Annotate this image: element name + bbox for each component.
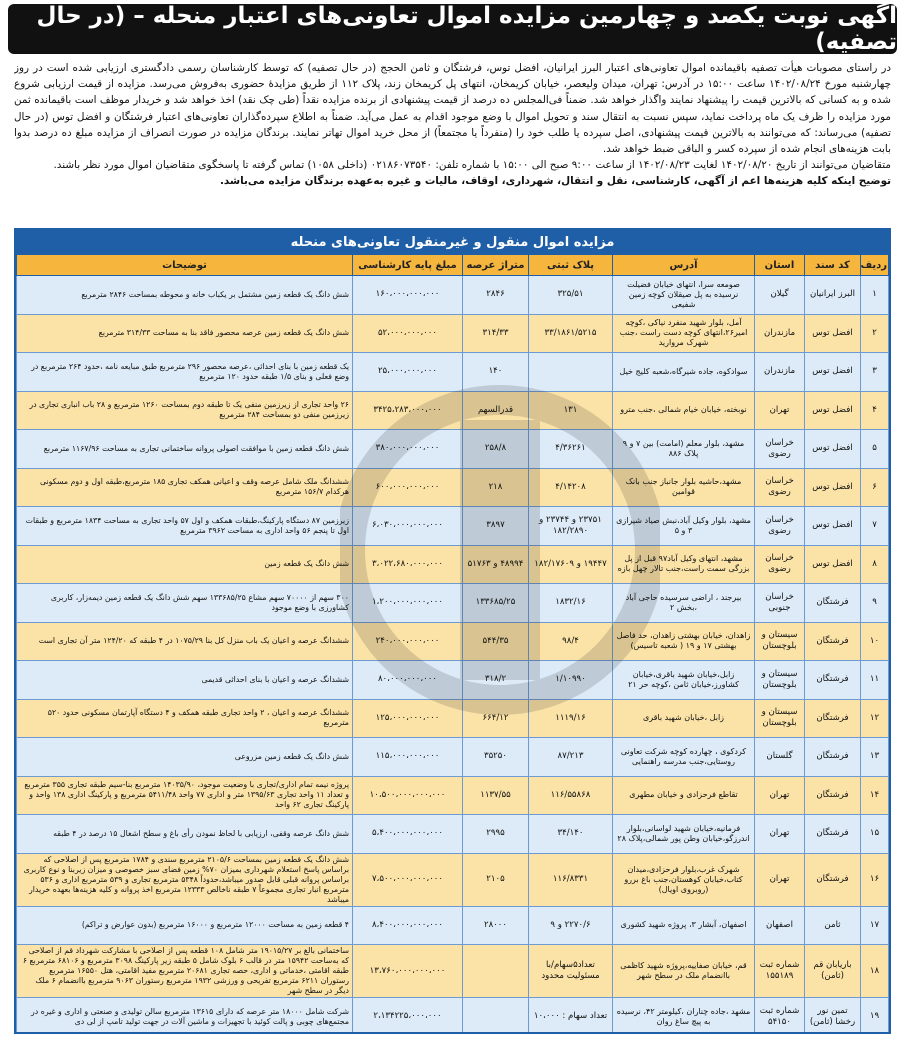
- column-header: پلاک ثبتی: [529, 255, 613, 276]
- table-row: [17, 507, 889, 546]
- address-cell: زابل،خیابان شهید باقری،خیابان کشاورز،خیابان ثامن ،کوچه حر ۲۱: [613, 661, 755, 700]
- document-code-cell: البرز ایرانیان: [805, 276, 861, 315]
- row-number-cell: ۱۶: [861, 853, 889, 906]
- table-row: [17, 738, 889, 777]
- address-cell: نوبخته، خیابان خیام شمالی ،جنب مترو: [613, 391, 755, 430]
- registration-plate-cell: ۱۳۱: [529, 391, 613, 430]
- description-cell: شرکت شامل ۱۸۰۰۰ متر عرصه که دارای ۱۳۶۱۵ مترمربع سالن تولیدی و صنعتی و اداری و غیره در مجتمع‌های چوبی و پالت کوئید با تجهیزات و ماشین آلات در جهت تولید تامپ از لی دی: [17, 998, 353, 1035]
- table-row: [17, 584, 889, 623]
- row-number-cell: ۱۳: [861, 738, 889, 777]
- row-number-cell: ۷: [861, 507, 889, 546]
- province-cell: مازندران: [755, 353, 805, 392]
- row-number-cell: ۱۸: [861, 945, 889, 998]
- province-cell: تهران: [755, 815, 805, 854]
- table-row: [17, 314, 889, 353]
- base-price-cell: ۱،۲۰۰،۰۰۰،۰۰۰،۰۰۰: [353, 584, 463, 623]
- document-code-cell: فرشتگان: [805, 584, 861, 623]
- row-number-cell: ۱۲: [861, 699, 889, 738]
- document-code-cell: افضل توس: [805, 468, 861, 507]
- address-cell: مشهد، بلوار وکیل آباد،نبش صیاد شیرازی ۳ و ۵: [613, 507, 755, 546]
- description-cell: زیرزمین ۸۷ دستگاه پارکینگ،طبقات همکف و اول ۵۷ واحد تجاری به مساحت ۱۸۳۴ مترمربع و طبقات اول تا پنجم ۵۶ واحد اداری به مساحت ۳۹۶۲ مترمربع: [17, 507, 353, 546]
- address-cell: مشهد،حاشیه بلوار جانباز جنب بانک قوامین: [613, 468, 755, 507]
- registration-plate-cell: تعداد۵سهام/با مسئولیت محدود: [529, 945, 613, 998]
- area-cell: ۲۱۰۵: [463, 853, 529, 906]
- address-cell: مشهد، بلوار معلم (امامت) بین ۷ و ۹ پلاک ۸۸۶: [613, 430, 755, 469]
- description-cell: شش دانگ یک قطعه زمین عرصه محصور فاقد بنا به مساحت ۳۱۴/۳۳ مترمربع: [17, 314, 353, 353]
- registration-plate-cell: تعداد سهام : ۱۰،۰۰۰: [529, 998, 613, 1035]
- description-cell: ۲۶ واحد تجاری از زیرزمین منفی یک تا طبقه دوم بمساحت ۱۲۶۰ مترمربع و ۲۸ باب انباری تجاری در زیرزمین منفی دو بمساحت ۲۸۴ مترمربع: [17, 391, 353, 430]
- document-code-cell: افضل توس: [805, 507, 861, 546]
- document-code-cell: فرشتگان: [805, 853, 861, 906]
- registration-plate-cell: ۳۴/۱۴۰: [529, 815, 613, 854]
- address-cell: کردکوی ، چهارده کوچه شرکت تعاونی روستایی،جنب مدرسه راهنمایی: [613, 738, 755, 777]
- column-header: مبلغ پایه کارشناسی: [353, 255, 463, 276]
- document-code-cell: افضل توس: [805, 353, 861, 392]
- area-cell: ۱۴۰: [463, 353, 529, 392]
- base-price-cell: ۳۴۲۵،۲۸۳،۰۰۰،۰۰۰: [353, 391, 463, 430]
- address-cell: اصفهان، آبشار ۳، پروژه شهید کشوری: [613, 906, 755, 945]
- table-row: [17, 815, 889, 854]
- table-title: مزایده اموال منقول و غیرمنقول تعاونی‌های منحله: [16, 230, 889, 254]
- table-row: [17, 276, 889, 315]
- description-cell: شش دانگ یک قطعه زمین مزروعی: [17, 738, 353, 777]
- row-number-cell: ۹: [861, 584, 889, 623]
- auction-table-section: [14, 228, 891, 1034]
- address-cell: مشهد ،جاده چناران ،کیلومتر ۴۲، نرسیده به پیچ ساغ روان: [613, 998, 755, 1035]
- province-cell: تهران: [755, 391, 805, 430]
- description-cell: شش دانگ قطعه زمین با موافقت اصولی پروانه ساختمانی تجاری به مساحت ۱۱۶۷/۹۶ مترمربع: [17, 430, 353, 469]
- base-price-cell: ۱۲۵،۰۰۰،۰۰۰،۰۰۰: [353, 699, 463, 738]
- table-body: [17, 276, 889, 1035]
- area-cell: ۳۵۲۵۰: [463, 738, 529, 777]
- registration-plate-cell: ۸۷/۲۱۳: [529, 738, 613, 777]
- area-cell: ۱۳۳۶۸۵/۲۵: [463, 584, 529, 623]
- document-code-cell: ثامن: [805, 906, 861, 945]
- registration-plate-cell: ۲۳۷۵۱ و ۲۳۷۴۴ و ۱۸۲/۲۸۹۰: [529, 507, 613, 546]
- registration-plate-cell: ۱۱۱۹/۱۶: [529, 699, 613, 738]
- description-cell: شش دانگ یک قطعه زمین بمساحت ۲۱۰۵/۶ مترمربع سندی و ۱۷۸۴ مترمربع پس از اصلاحی که براساس پاسخ استعلام شهرداری بمیزان ۷۰% زمین فضای سبز خصوصی و میزان زیربنا و نوع کاربری براساس پروانه قبلی قابل صدور میباشد،حدوداً ۵۳۴۸ مترمربع تجاری و ۵۳۹ مترمربع اداری و ۵۳۶ مترمربع انبار تجاری مجموعاً ۷ طبقه ناخالص ۱۲۳۳۳ مترمربع اخذ پروانه و کلیه هزینه‌ها بعهده خریدار میباشد: [17, 853, 353, 906]
- area-cell: ۳۱۴/۳۳: [463, 314, 529, 353]
- province-cell: خراسان رضوی: [755, 545, 805, 584]
- row-number-cell: ۱۷: [861, 906, 889, 945]
- registration-plate-cell: ۱۱۶/۸۳۳۱: [529, 853, 613, 906]
- address-cell: قم، خیابان صفاییه،پروژه شهید کاظمی باانضمام ملک در سطح شهر: [613, 945, 755, 998]
- address-cell: سوادکوه، جاده شیرگاه،شعبه کلیج خیل: [613, 353, 755, 392]
- table-row: [17, 853, 889, 906]
- description-cell: ساختمانی بالغ بر ۱۹۰۱۵/۲۷ متر شامل ۱۰۸ قطعه پس از اصلاحی با مشارکت شهرداد قم از اصلاحی که به‌ساحت ۱۵۹۴۲ متر در قالب ۶ بلوک شامل ۵ طبقه زیر پارکینگ ۳۰۹۸ مترمربع و ۶۸۱۰۶ مترمربع ۶ طبقه اقامتی ،خدماتی و اداری، حصه تجاری ۲۰۶۸۱ مترمربع مفید اقامتی، هتل ۱۶۵۵۰ مترمربع رستوران ۶۲۱۱ مترمربع تفریحی و ورزشی ۱۹۳۲ مترمربع رستوران ۹۰۶۳ مترمربع باانضمام ۶ ملک دیگر در سطح شهر: [17, 945, 353, 998]
- column-header: استان: [755, 255, 805, 276]
- row-number-cell: ۱۱: [861, 661, 889, 700]
- description-cell: ششدانگ عرصه و اعیان یک باب منزل کل بنا ۱۰۷۵/۲۹ در ۴ طبقه که ۱۲۴/۲۰ متر آن تجاری است: [17, 622, 353, 661]
- registration-plate-cell: ۴/۳۶۲۶۱: [529, 430, 613, 469]
- province-cell: مازندران: [755, 314, 805, 353]
- area-cell: ۵۴۴/۳۵: [463, 622, 529, 661]
- registration-plate-cell: [529, 353, 613, 392]
- base-price-cell: ۱۱۵،۰۰۰،۰۰۰،۰۰۰: [353, 738, 463, 777]
- description-cell: یک قطعه زمین با بنای احداثی ،عرصه محصور ۲۹۶ مترمربع طبق مبایعه نامه ،حدود ۲۶۴ مترمربع در وضع فعلی و بنای ۱/۵ طبقه حدود ۱۲۰ مترمربع: [17, 353, 353, 392]
- address-cell: شهرک غرب،بلوار فرحزادی،میدان کتاب،خیابان کوهستان،جنب باغ بررو (روبروی اویال): [613, 853, 755, 906]
- table-header-row: [17, 255, 889, 276]
- row-number-cell: ۱۴: [861, 776, 889, 815]
- area-cell: ۶۶۴/۱۲: [463, 699, 529, 738]
- area-cell: قدرالسهم: [463, 391, 529, 430]
- column-header: آدرس: [613, 255, 755, 276]
- table-row: [17, 468, 889, 507]
- column-header: ردیف: [861, 255, 889, 276]
- base-price-cell: ۷،۵۰۰،۰۰۰،۰۰۰،۰۰۰: [353, 853, 463, 906]
- province-cell: شماره ثبت ۱۵۵۱۸۹: [755, 945, 805, 998]
- registration-plate-cell: ۱/۱۰۹۹۰: [529, 661, 613, 700]
- row-number-cell: ۸: [861, 545, 889, 584]
- registration-plate-cell: ۳۳/۱۸۶۱/۵۲۱۵: [529, 314, 613, 353]
- registration-plate-cell: ۱۱۶/۵۵۸۶۸: [529, 776, 613, 815]
- area-cell: ۱۱۳۷/۵۵: [463, 776, 529, 815]
- row-number-cell: ۳: [861, 353, 889, 392]
- registration-plate-cell: ۴/۱۴۲۰۸: [529, 468, 613, 507]
- document-code-cell: تمین نور رخشا (ثامن): [805, 998, 861, 1035]
- document-code-cell: افضل توس: [805, 545, 861, 584]
- registration-plate-cell: ۹۸/۴: [529, 622, 613, 661]
- row-number-cell: ۱۹: [861, 998, 889, 1035]
- row-number-cell: ۱۰: [861, 622, 889, 661]
- province-cell: تهران: [755, 776, 805, 815]
- province-cell: سیستان و بلوچستان: [755, 622, 805, 661]
- description-cell: شش دانگ عرصه وقفی، ارزیابی با لحاظ نمودن رأی باغ و سطح اشغال ۱۵ درصد در ۴ طبقه: [17, 815, 353, 854]
- row-number-cell: ۶: [861, 468, 889, 507]
- address-cell: مشهد، انتهای وکیل آباد۹۷ قبل از پل بزرگی سمت راست،جنب تالار چهل بازه: [613, 545, 755, 584]
- description-cell: ۳۰۰ سهم از ۷۰۰۰۰ سهم مشاع ۱۳۳۶۸۵/۲۵ سهم شش دانگ یک قطعه زمین دیمه‌زار، کاربری کشاورزی با وضع موجود: [17, 584, 353, 623]
- area-cell: ۴۸۹۹۴ و ۵۱۷۶۳: [463, 545, 529, 584]
- table-row: [17, 906, 889, 945]
- base-price-cell: ۲،۱۳۴۲۲۵،۰۰۰،۰۰۰: [353, 998, 463, 1035]
- address-cell: صومعه سرا، انتهای خیابان فضیلت نرسیده به پل صیقلان کوچه زمین شفیعی: [613, 276, 755, 315]
- column-header: کد سند: [805, 255, 861, 276]
- area-cell: ۲۵۸/۸: [463, 430, 529, 469]
- document-code-cell: فرشتگان: [805, 699, 861, 738]
- description-cell: شش دانگ یک قطعه زمین: [17, 545, 353, 584]
- column-header: توضیحات: [17, 255, 353, 276]
- base-price-cell: ۳،۰۲۲،۶۸۰،۰۰۰،۰۰۰: [353, 545, 463, 584]
- row-number-cell: ۱: [861, 276, 889, 315]
- table-row: [17, 545, 889, 584]
- intro-paragraph-costs: توضیح اینکه کلیه هزینه‌ها اعم از آگهی، کارشناسی، نقل و انتقال، شهرداری، اوقاف، مالیات و غیره به‌عهده برندگان مزایده می‌باشد.: [219, 175, 891, 188]
- registration-plate-cell: ۲۲۷۰/۶ و ۹: [529, 906, 613, 945]
- province-cell: گیلان: [755, 276, 805, 315]
- intro-text: [14, 60, 891, 220]
- address-cell: زابل ،خیابان شهید باقری: [613, 699, 755, 738]
- document-code-cell: باریابان قم (ثامن): [805, 945, 861, 998]
- document-code-cell: فرشتگان: [805, 815, 861, 854]
- province-cell: خراسان رضوی: [755, 468, 805, 507]
- base-price-cell: ۸،۴۰۰،۰۰۰،۰۰۰،۰۰۰: [353, 906, 463, 945]
- document-code-cell: افضل توس: [805, 391, 861, 430]
- base-price-cell: ۲۴۰،۰۰۰،۰۰۰،۰۰۰: [353, 622, 463, 661]
- province-cell: گلستان: [755, 738, 805, 777]
- table-row: [17, 699, 889, 738]
- address-cell: تقاطع فرحزادی و خیابان مطهری: [613, 776, 755, 815]
- area-cell: [463, 945, 529, 998]
- auction-table: [16, 254, 889, 1034]
- table-row: [17, 391, 889, 430]
- base-price-cell: ۶،۰۳۰،۰۰۰،۰۰۰،۰۰۰: [353, 507, 463, 546]
- area-cell: ۳۱۸/۲: [463, 661, 529, 700]
- table-row: [17, 998, 889, 1035]
- area-cell: ۲۹۹۵: [463, 815, 529, 854]
- table-row: [17, 622, 889, 661]
- column-header: متراژ عرصه: [463, 255, 529, 276]
- description-cell: ششدانگ عرصه و اعیان ، ۲ واحد تجاری طبقه همکف و ۴ دستگاه آپارتمان مسکونی حدود ۵۲۰ مترمربع: [17, 699, 353, 738]
- area-cell: ۲۸۴۶: [463, 276, 529, 315]
- description-cell: ششدانگ عرصه و اعیان با بنای احداثی قدیمی: [17, 661, 353, 700]
- province-cell: سیستان و بلوچستان: [755, 661, 805, 700]
- base-price-cell: ۱۶۰،۰۰۰،۰۰۰،۰۰۰: [353, 276, 463, 315]
- area-cell: ۲۸۰۰۰: [463, 906, 529, 945]
- province-cell: تهران: [755, 853, 805, 906]
- row-number-cell: ۲: [861, 314, 889, 353]
- row-number-cell: ۵: [861, 430, 889, 469]
- description-cell: پروژه نیمه تمام اداری/تجاری با وضعیت موجود، ۱۴۰۳۵/۹۰ مترمربع بنا-سیم طبقه تجاری ۳۵۵ مترمربع و تعداد ۱۱ واحد تجاری ۱۳۹۵/۶۳ متر و اداری ۷۷ واحد ۵۴۱۱/۴۸ مترمربع و پارکینگ اداری ۱۳۸ واحد و پارکینگ تجاری ۶۲ واحد: [17, 776, 353, 815]
- registration-plate-cell: ۱۹۴۴۷ و ۱۸۲/۱۷۶۰۹: [529, 545, 613, 584]
- base-price-cell: ۲۵،۰۰۰،۰۰۰،۰۰۰: [353, 353, 463, 392]
- table-row: [17, 945, 889, 998]
- table-row: [17, 776, 889, 815]
- document-code-cell: افضل توس: [805, 430, 861, 469]
- base-price-cell: ۶۰۰،۰۰۰،۰۰۰،۰۰۰: [353, 468, 463, 507]
- address-cell: آمل، بلوار شهید منفرد نیاکی ،کوچه امیر۲۶،انتهای کوچه دست راست ،جنب شهرک مروارید: [613, 314, 755, 353]
- base-price-cell: ۸۰،۰۰۰،۰۰۰،۰۰۰: [353, 661, 463, 700]
- base-price-cell: ۵۲،۰۰۰،۰۰۰،۰۰۰: [353, 314, 463, 353]
- province-cell: خراسان رضوی: [755, 430, 805, 469]
- province-cell: خراسان رضوی: [755, 507, 805, 546]
- base-price-cell: ۵،۴۰۰،۰۰۰،۰۰۰،۰۰۰: [353, 815, 463, 854]
- document-code-cell: فرشتگان: [805, 661, 861, 700]
- table-row: [17, 353, 889, 392]
- row-number-cell: ۱۵: [861, 815, 889, 854]
- province-cell: سیستان و بلوچستان: [755, 699, 805, 738]
- base-price-cell: ۱۳،۷۶۰،۰۰۰،۰۰۰،۰۰۰: [353, 945, 463, 998]
- address-cell: بیرجند ، اراضی سرسیده حاجی آباد ،بخش ۲: [613, 584, 755, 623]
- base-price-cell: ۳۸۰،۰۰۰،۰۰۰،۰۰۰: [353, 430, 463, 469]
- province-cell: اصفهان: [755, 906, 805, 945]
- document-code-cell: افضل توس: [805, 314, 861, 353]
- intro-paragraph-terms: در راستای مصوبات هیأت تصفیه باقیمانده اموال تعاونی‌های اعتبار البرز ایرانیان، افضل توس، فرشتگان و ثامن الحجج (در حال تصفیه) که توسط کارشناسان رسمی دادگستری ارزیابی شده است در روز چهارشنبه مورخ ۱۴۰۲/۰۸/۲۴ ساعت ۱۵:۰۰ در آدرس: تهران، میدان ولیعصر، خیابان کریمخان، انتهای پل کریمخان زند، پلاک ۱۱۲ از طریق مزایدهٔ حضوری به‌فروش می‌رسد. مزایده از قیمت ارزیابی شروع شده و به کسانی که بالاترین قیمت را پیشنهاد نمایند واگذار خواهد شد. ضمناً فی‌المجلس ده درصد از قیمت پیشنهادی از برنده مزایده نقداً (طی چک نقد) اخذ خواهد شد و خریدار موظف است باقیمانده ثمن مورد مزایده را ظرف یک ماه پرداخت نماید، سپس نسبت به انتقال سند و تحویل اموال با وضع موجود اقدام به عمل می‌آید. ضمناً به اطلاع سپرده‌گذاران تعاونی‌های اعتبار فرشتگان و افضل توس (در حال تصفیه) می‌رساند: که می‌توانند به بالاترین قیمت پیشنهادی، اصل سپرده یا طلب خود را (منفرداً یا مجتمعاً) از محل خرید اموال تهاتر نمایند. برندگان مزایده در صورت انصراف از مزایده مبلغ ده درصد بدوا بابت هزینه‌های انجام شده از سپرده کسر و الباقی ضبط خواهد شد.: [14, 62, 891, 156]
- intro-paragraph-contact: متقاضیان می‌توانند از تاریخ ۱۴۰۲/۰۸/۲۰ لغایت ۱۴۰۲/۰۸/۲۳ از ساعت ۹:۰۰ صبح الی ۱۵:۰۰ با شماره تلفن: ۰۲۱۸۶۰۷۳۵۴۰ (داخلی ۱۰۵۸) تماس گرفته تا پاسخگوی متقاضیان اموال مورد نظر باشند.: [53, 159, 891, 172]
- base-price-cell: ۱۰،۵۰۰،۰۰۰،۰۰۰،۰۰۰: [353, 776, 463, 815]
- table-row: [17, 661, 889, 700]
- description-cell: شش دانگ یک قطعه زمین مشتمل بر یکباب خانه و محوطه بمساحت ۲۸۴۶ مترمربع: [17, 276, 353, 315]
- area-cell: [463, 998, 529, 1035]
- document-code-cell: فرشتگان: [805, 738, 861, 777]
- registration-plate-cell: ۳۲۵/۵۱: [529, 276, 613, 315]
- address-cell: زاهدان، خیابان بهشتی زاهدان، حد فاصل بهشتی ۱۷ و ۱۹ ( شعبه تاسیس): [613, 622, 755, 661]
- province-cell: خراسان جنوبی: [755, 584, 805, 623]
- description-cell: ششدانگ ملک شامل عرصه وقف و اعیانی همکف تجاری ۱۸۵ مترمربع،طبقه اول و دوم مسکونی هرکدام ۱۵۶/۷ مترمربع: [17, 468, 353, 507]
- description-cell: ۴ قطعه زمین به مساحت ۱۲۰۰۰ مترمربع و ۱۶۰۰۰ مترمربع (بدون عوارض و تراکم): [17, 906, 353, 945]
- province-cell: شماره ثبت ۵۴۱۵۰: [755, 998, 805, 1035]
- area-cell: ۲۱۸: [463, 468, 529, 507]
- table-row: [17, 430, 889, 469]
- area-cell: ۳۸۹۷: [463, 507, 529, 546]
- document-code-cell: فرشتگان: [805, 776, 861, 815]
- row-number-cell: ۴: [861, 391, 889, 430]
- registration-plate-cell: ۱۸۳۲/۱۶: [529, 584, 613, 623]
- address-cell: فرمانیه،خیابان شهید لواسانی،بلوار اندرزگو،خیابان وطن پور شمالی،پلاک ۲۸: [613, 815, 755, 854]
- document-code-cell: فرشتگان: [805, 622, 861, 661]
- announcement-title: آگهی نوبت یکصد و چهارمین مزایده اموال تعاونی‌های اعتبار منحله – (در حال تصفیه): [8, 4, 897, 54]
